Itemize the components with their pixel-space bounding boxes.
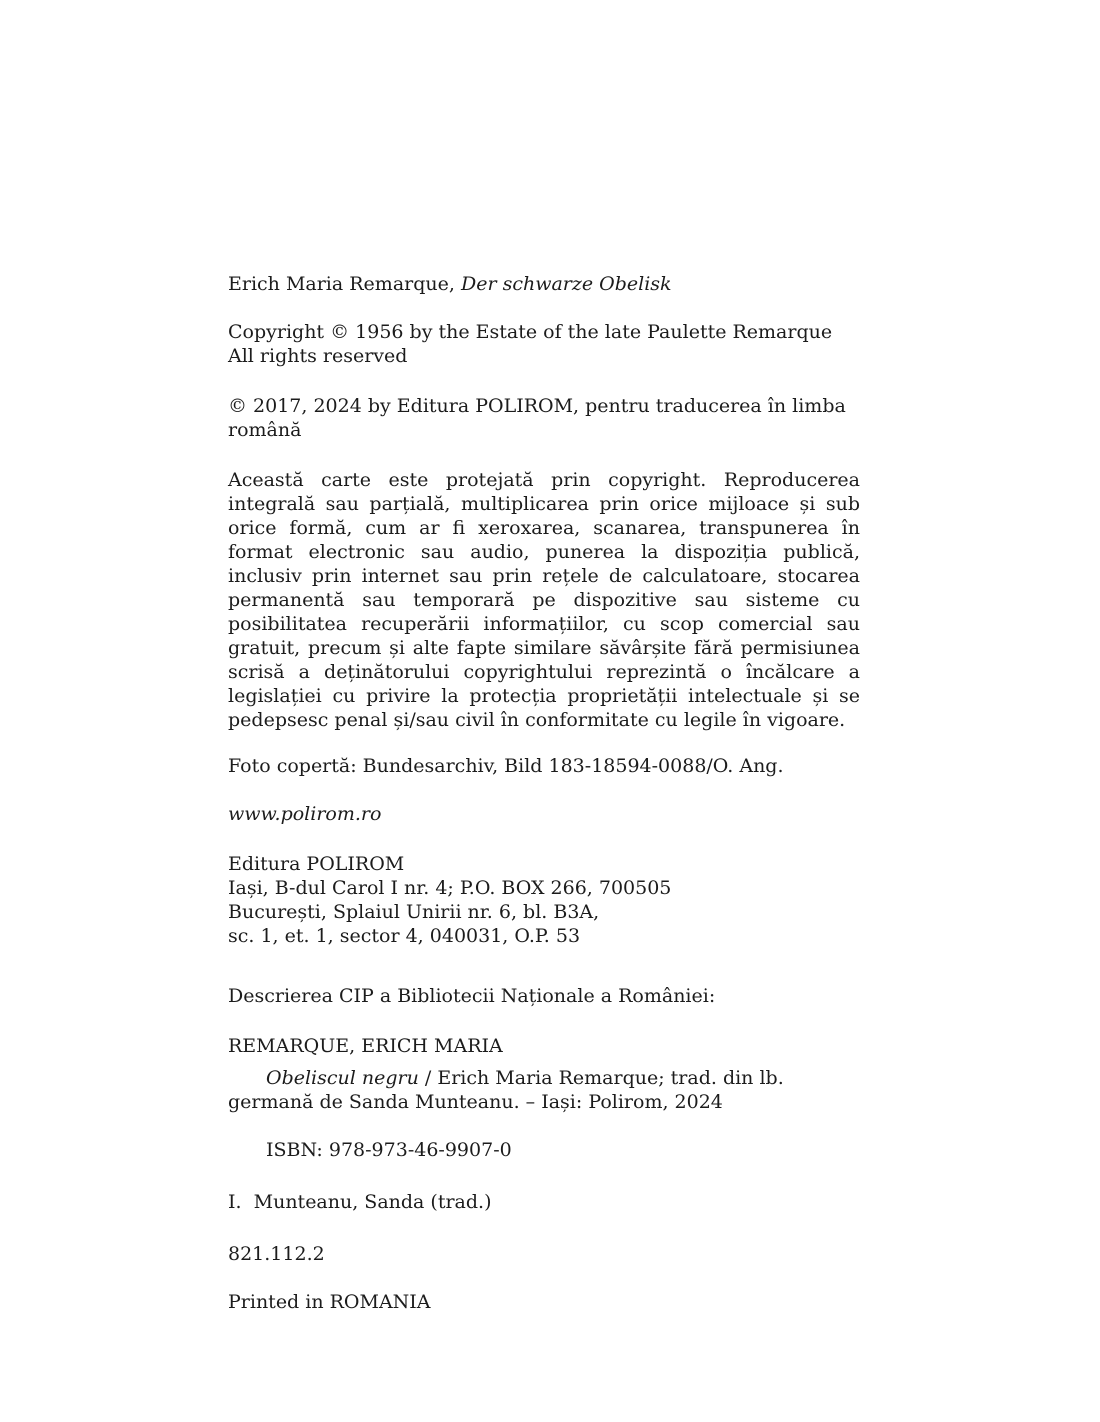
- original-title: Der schwarze Obelisk: [460, 273, 672, 295]
- cover-photo-credit: Foto copertă: Bundesarchiv, Bild 183-18594-0088/O. Ang.: [228, 755, 784, 777]
- publisher-address-block: [228, 852, 860, 948]
- isbn-line: ISBN: 978-973-46-9907-0: [266, 1139, 512, 1161]
- copyright-line: Copyright © 1956 by the Estate of the late Paulette Remarque: [228, 321, 833, 343]
- romanian-copyright-notice: © 2017, 2024 by Editura POLIROM, pentru traducerea în limba română: [228, 395, 846, 441]
- translated-title: Obeliscul negru: [266, 1067, 419, 1089]
- author-name: Erich Maria Remarque,: [228, 273, 461, 295]
- publisher-address-bucuresti: București, Splaiul Unirii nr. 6, bl. B3A,: [228, 901, 600, 923]
- copyright-page-content: [228, 272, 860, 1314]
- cip-title-entry-rest: / Erich Maria Remarque; trad. din lb. germană de Sanda Munteanu. – Iași: Polirom, 2024: [228, 1067, 784, 1113]
- translator-index-entry: I. Munteanu, Sanda (trad.): [228, 1191, 492, 1213]
- publisher-address-detail: sc. 1, et. 1, sector 4, 040031, O.P. 53: [228, 925, 581, 947]
- original-copyright-notice: [228, 320, 860, 368]
- cip-description-header: Descrierea CIP a Bibliotecii Naționale a României:: [228, 985, 716, 1007]
- cip-author-entry: REMARQUE, ERICH MARIA: [228, 1035, 503, 1057]
- publisher-name: Editura POLIROM: [228, 853, 405, 875]
- printed-in-line: Printed in ROMANIA: [228, 1291, 431, 1313]
- udc-classification-number: 821.112.2: [228, 1243, 325, 1265]
- publisher-address-iasi: Iași, B-dul Carol I nr. 4; P.O. BOX 266, 700505: [228, 877, 672, 899]
- legal-notice-paragraph: Această carte este protejată prin copyright. Reproducerea integrală sau parțială, multiplicarea prin orice mijloace și sub orice formă, cum ar fi xeroxarea, scanarea, transpunerea în format electronic sau audio, punerea la dispoziția publică, inclusiv prin internet sau prin rețele de calculatoare, stocarea permanentă sau temporară pe dispozitive sau sisteme cu posibilitatea recuperării informațiilor, cu scop comercial sau gratuit, precum și alte fapte similare săvârșite fără permisiunea scrisă a deținătorului copyrightului reprezintă o încălcare a legislației cu privire la protecția proprietății intelectuale și se pedepsesc penal și/sau civil în conformitate cu legile în vigoare.: [228, 469, 860, 731]
- publisher-website: www.polirom.ro: [228, 803, 382, 825]
- cip-title-entry: [228, 1066, 860, 1114]
- book-attribution-line: [228, 272, 860, 296]
- rights-reserved-line: All rights reserved: [228, 345, 408, 367]
